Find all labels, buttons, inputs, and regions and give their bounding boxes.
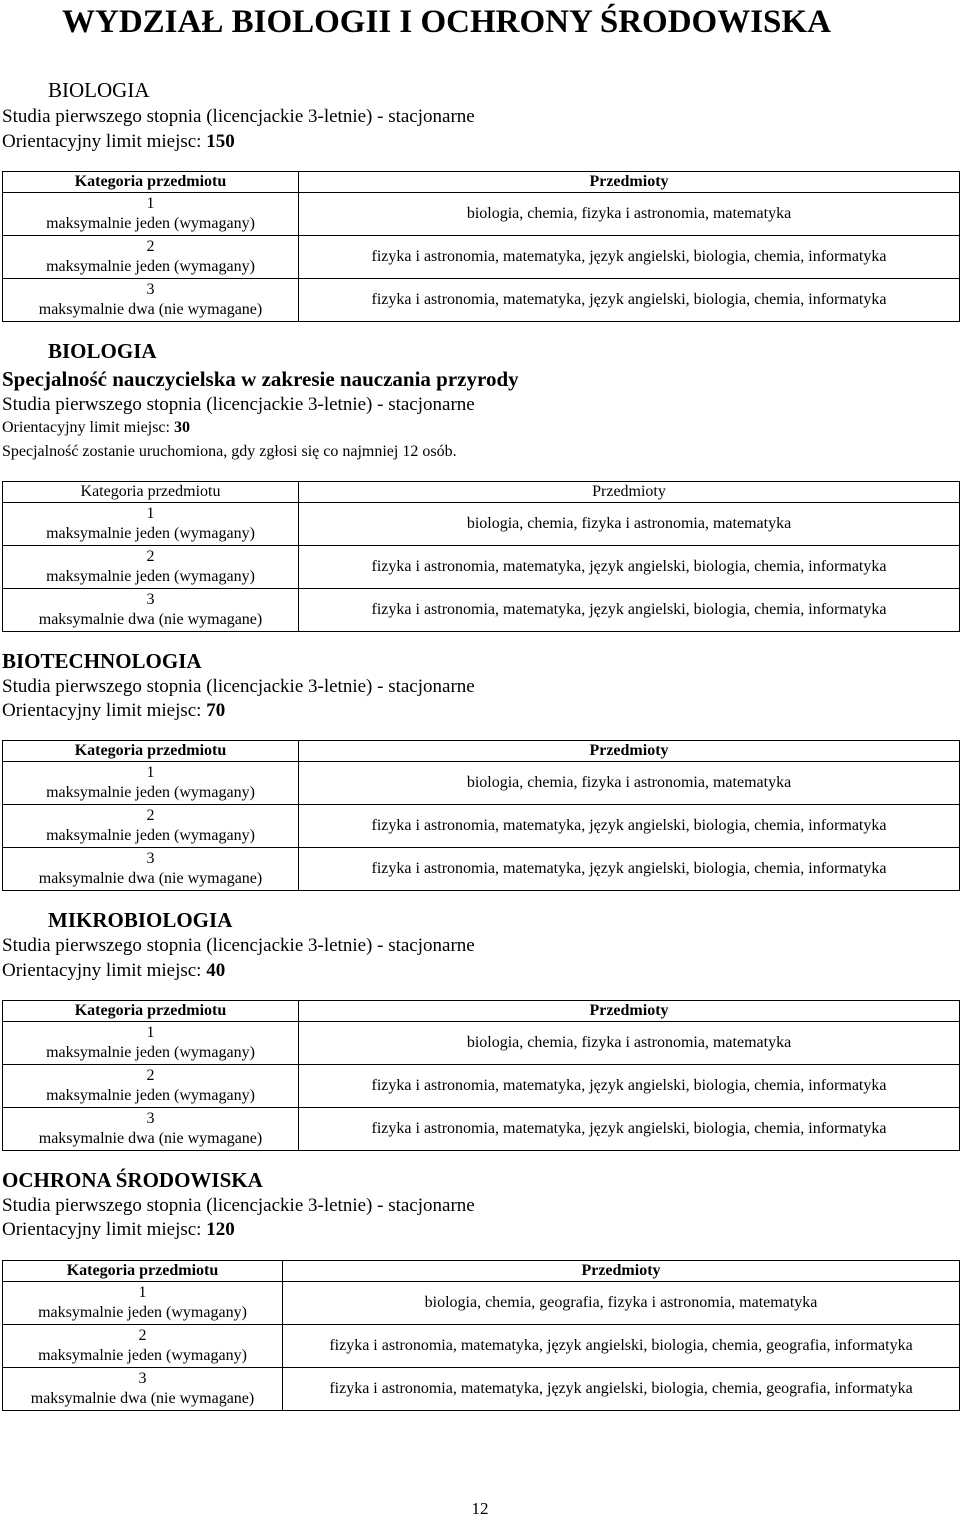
places-limit-label: Orientacyjny limit miejsc: [2,419,174,436]
header-subjects: Przedmioty [299,172,960,193]
category-requirement: maksymalnie jeden (wymagany) [38,1347,247,1364]
category-table [2,740,960,891]
category-number: 2 [146,807,155,824]
category-number: 1 [146,195,155,212]
subjects-cell: fizyka i astronomia, matematyka, język angielski, biologia, chemia, informatyka [299,236,960,279]
category-number: 2 [138,1327,147,1344]
category-number: 2 [146,1067,155,1084]
places-limit-label: Orientacyjny limit miejsc: [2,131,207,152]
subjects-cell: biologia, chemia, fizyka i astronomia, matematyka [299,193,960,236]
category-cell [3,279,299,322]
places-limit-value: 70 [206,700,226,721]
category-number: 1 [146,764,155,781]
category-requirement: maksymalnie dwa (nie wymagane) [38,1130,263,1147]
places-limit [2,1218,235,1241]
category-requirement: maksymalnie jeden (wymagany) [46,258,255,275]
category-cell [3,762,299,805]
studies-type: Studia pierwszego stopnia (licencjackie 3-letnie) - stacjonarne [2,394,475,415]
header-subjects: Przedmioty [283,1261,960,1282]
category-number: 3 [146,1110,155,1127]
table-row [3,805,960,848]
subjects-cell: fizyka i astronomia, matematyka, język angielski, biologia, chemia, geografia, informatyka [283,1325,960,1368]
header-subjects: Przedmioty [299,741,960,762]
category-number: 1 [146,505,155,522]
category-table [2,171,960,322]
category-requirement: maksymalnie jeden (wymagany) [46,1044,255,1061]
category-cell [3,1282,283,1325]
places-limit-label: Orientacyjny limit miejsc: [2,700,207,721]
category-number: 3 [146,850,155,867]
category-requirement: maksymalnie dwa (nie wymagane) [38,870,263,887]
category-cell [3,848,299,891]
category-cell [3,546,299,589]
category-requirement: maksymalnie jeden (wymagany) [46,1087,255,1104]
table-row [3,546,960,589]
category-requirement: maksymalnie jeden (wymagany) [38,1304,247,1321]
specialty-note: Specjalność zostanie uruchomiona, gdy zgłosi się co najmniej 12 osób. [2,443,457,460]
table-row [3,1282,960,1325]
header-subjects: Przedmioty [299,1001,960,1022]
subjects-cell: fizyka i astronomia, matematyka, język angielski, biologia, chemia, informatyka [299,1065,960,1108]
subjects-cell: biologia, chemia, fizyka i astronomia, matematyka [299,1022,960,1065]
category-requirement: maksymalnie dwa (nie wymagane) [38,301,263,318]
section-name-biotechnologia: BIOTECHNOLOGIA [2,649,202,673]
category-requirement: maksymalnie jeden (wymagany) [46,827,255,844]
category-cell [3,805,299,848]
category-table [2,1000,960,1151]
category-number: 3 [146,281,155,298]
subjects-cell: fizyka i astronomia, matematyka, język angielski, biologia, chemia, informatyka [299,848,960,891]
subjects-cell: biologia, chemia, geografia, fizyka i astronomia, matematyka [283,1282,960,1325]
studies-type: Studia pierwszego stopnia (licencjackie 3-letnie) - stacjonarne [2,106,475,127]
category-number: 3 [146,591,155,608]
header-category: Kategoria przedmiotu [3,482,299,503]
subjects-cell: biologia, chemia, fizyka i astronomia, matematyka [299,503,960,546]
faculty-title: WYDZIAŁ BIOLOGII I OCHRONY ŚRODOWISKA [62,4,831,40]
category-cell [3,589,299,632]
table-row [3,848,960,891]
category-number: 1 [146,1024,155,1041]
studies-type: Studia pierwszego stopnia (licencjackie 3-letnie) - stacjonarne [2,1195,475,1216]
table-row [3,1065,960,1108]
category-cell [3,1325,283,1368]
header-subjects: Przedmioty [299,482,960,503]
table-row [3,503,960,546]
page-number: 12 [471,1499,489,1518]
table-row [3,1108,960,1151]
places-limit-value: 120 [206,1219,235,1240]
section-name-ochrona-srodowiska: OCHRONA ŚRODOWISKA [2,1168,263,1192]
category-requirement: maksymalnie jeden (wymagany) [46,568,255,585]
category-requirement: maksymalnie jeden (wymagany) [46,525,255,542]
places-limit-value: 40 [206,960,226,981]
table-row [3,1368,960,1411]
category-requirement: maksymalnie dwa (nie wymagane) [30,1390,255,1407]
table-row [3,589,960,632]
section-name-biologia-teaching: BIOLOGIA [48,339,157,363]
section-name-mikrobiologia: MIKROBIOLOGIA [48,908,233,932]
subjects-cell: fizyka i astronomia, matematyka, język angielski, biologia, chemia, informatyka [299,546,960,589]
table-row [3,762,960,805]
places-limit-value: 30 [173,419,190,436]
category-number: 2 [146,238,155,255]
places-limit-value: 150 [206,131,235,152]
category-requirement: maksymalnie dwa (nie wymagane) [38,611,263,628]
subjects-cell: fizyka i astronomia, matematyka, język angielski, biologia, chemia, informatyka [299,1108,960,1151]
studies-type: Studia pierwszego stopnia (licencjackie 3-letnie) - stacjonarne [2,676,475,697]
category-cell [3,1108,299,1151]
category-cell [3,1368,283,1411]
subjects-cell: biologia, chemia, fizyka i astronomia, matematyka [299,762,960,805]
places-limit-label: Orientacyjny limit miejsc: [2,1219,207,1240]
category-number: 1 [138,1284,147,1301]
table-row [3,279,960,322]
category-requirement: maksymalnie jeden (wymagany) [46,215,255,232]
header-category: Kategoria przedmiotu [3,1001,299,1022]
table-row [3,1022,960,1065]
header-category: Kategoria przedmiotu [3,1261,283,1282]
header-category: Kategoria przedmiotu [3,172,299,193]
specialty-title: Specjalność nauczycielska w zakresie nauczania przyrody [2,367,519,391]
places-limit [2,418,190,438]
category-cell [3,1022,299,1065]
subjects-cell: fizyka i astronomia, matematyka, język angielski, biologia, chemia, informatyka [299,805,960,848]
places-limit [2,130,235,153]
category-cell [3,503,299,546]
category-cell [3,193,299,236]
category-number: 2 [146,548,155,565]
places-limit [2,699,225,722]
category-table [2,1260,960,1411]
table-row [3,1325,960,1368]
subjects-cell: fizyka i astronomia, matematyka, język angielski, biologia, chemia, informatyka [299,589,960,632]
subjects-cell: fizyka i astronomia, matematyka, język angielski, biologia, chemia, informatyka [299,279,960,322]
category-table [2,481,960,632]
header-category: Kategoria przedmiotu [3,741,299,762]
category-requirement: maksymalnie jeden (wymagany) [46,784,255,801]
places-limit [2,959,225,982]
category-number: 3 [138,1370,147,1387]
table-row [3,236,960,279]
places-limit-label: Orientacyjny limit miejsc: [2,960,207,981]
section-name-biologia: BIOLOGIA [48,78,150,102]
subjects-cell: fizyka i astronomia, matematyka, język angielski, biologia, chemia, geografia, informatyka [283,1368,960,1411]
studies-type: Studia pierwszego stopnia (licencjackie 3-letnie) - stacjonarne [2,935,475,956]
table-row [3,193,960,236]
category-cell [3,1065,299,1108]
category-cell [3,236,299,279]
